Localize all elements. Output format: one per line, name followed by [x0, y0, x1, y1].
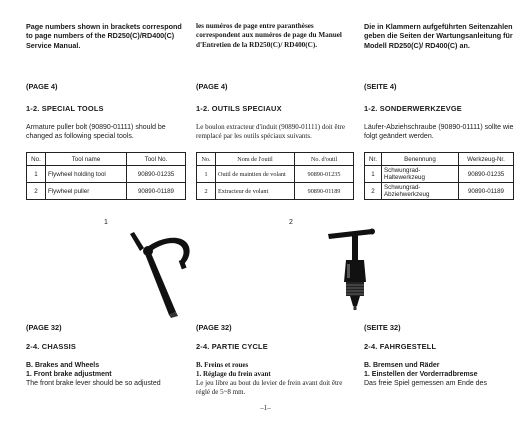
section-title: 2-4. PARTIE CYCLE [196, 342, 268, 351]
page-ref: (PAGE 4) [196, 82, 228, 91]
table-cell: 90890-01189 [459, 183, 514, 200]
table-header-cell: Tool No. [127, 153, 186, 166]
page-ref: (PAGE 32) [196, 323, 232, 332]
section-title: 2-4. FAHRGESTELL [364, 342, 437, 351]
table-cell: Extracteur de volant [216, 183, 295, 200]
table-header-row [197, 153, 354, 166]
subsection-heading: B. Brakes and Wheels [26, 362, 100, 369]
body-text: Das freie Spiel gemessen am Ende des [364, 380, 487, 387]
table-header-cell: Nr. [365, 153, 382, 166]
table-header-cell: Benennung [382, 153, 459, 166]
table-cell: Schwungrad-Haltewerkzeug [382, 166, 459, 183]
tools-description: Armature puller bolt (90890-01111) should be changed as following special tools. [26, 124, 166, 140]
table-header-cell: Werkzeug-Nr. [459, 153, 514, 166]
table-row [197, 183, 354, 200]
table-cell: 2 [197, 183, 216, 200]
table-cell: 90890-01189 [295, 183, 354, 200]
subsection-heading: 1. Réglage du frein avant [196, 370, 271, 378]
table-row [365, 183, 514, 200]
table-cell: Schwungrad-Abziehwerkzeug [382, 183, 459, 200]
table-header-cell: No. [197, 153, 216, 166]
table-cell: 90890-01235 [459, 166, 514, 183]
special-tools-table [364, 152, 514, 200]
page-ref: (SEITE 4) [364, 82, 397, 91]
section-title: 1-2. SPECIAL TOOLS [26, 104, 104, 113]
intro-text: Die in Klammern aufgeführten Seitenzahlen geben die Seiten der Wartungsanleitung für Modell RD250(C)/ RD400(C) an. [364, 22, 513, 50]
page-ref: (PAGE 32) [26, 323, 62, 332]
table-cell: 2 [27, 183, 46, 200]
table-cell: 1 [27, 166, 46, 183]
table-header-row [27, 153, 186, 166]
subsection-heading: 1. Front brake adjustment [26, 371, 112, 378]
table-cell: Flywheel holding tool [46, 166, 127, 183]
flywheel-puller-icon [326, 226, 396, 322]
page-number: –1– [260, 404, 271, 412]
table-row [27, 166, 186, 183]
table-cell: 2 [365, 183, 382, 200]
subsection-heading: B. Freins et roues [196, 361, 249, 369]
special-tools-table [26, 152, 186, 200]
table-header-cell: Nom de l'outil [216, 153, 295, 166]
table-cell: 90890-01235 [127, 166, 186, 183]
table-header-cell: Tool name [46, 153, 127, 166]
table-row [197, 166, 354, 183]
section-title: 2-4. CHASSIS [26, 342, 77, 351]
table-row [365, 166, 514, 183]
intro-text: les numéros de page entre paranthèses correspondent aux numéros de page du Manuel d'Entretien de la RD250(C)/ RD400(C). [196, 22, 342, 49]
table-row [27, 183, 186, 200]
figure-label: 1 [104, 219, 108, 226]
table-cell: Outil de maintien de volant [216, 166, 295, 183]
table-cell: 1 [197, 166, 216, 183]
intro-text: Page numbers shown in brackets correspond to page numbers of the RD250(C)/RD400(C) Service Manual. [26, 22, 182, 50]
subsection-heading: B. Bremsen und Räder [364, 362, 440, 369]
page-ref: (PAGE 4) [26, 82, 58, 91]
tools-description: Läufer-Abziehschraube (90890-01111) sollte wie folgt geändert werden. [364, 124, 514, 140]
section-title: 1-2. SONDERWERKZEVGE [364, 104, 462, 113]
special-tools-table [196, 152, 354, 200]
figure-label: 2 [289, 219, 293, 226]
tools-description: Le boulon extracteur d'induit (90890-01111) doit être remplacé par les outils spéciaux suivants. [196, 123, 345, 140]
table-header-cell: No. [27, 153, 46, 166]
body-text: Le jeu libre au bout du levier de frein avant doit être réglé de 5~8 mm. [196, 379, 343, 396]
table-cell: 1 [365, 166, 382, 183]
subsection-heading: 1. Einstellen der Vorderradbremse [364, 371, 478, 378]
table-header-cell: No. d'outil [295, 153, 354, 166]
table-cell: Flywheel puller [46, 183, 127, 200]
table-cell: 90890-01189 [127, 183, 186, 200]
section-title: 1-2. OUTILS SPECIAUX [196, 104, 282, 113]
body-text: The front brake lever should be so adjusted [26, 380, 161, 387]
flywheel-holding-tool-icon [112, 226, 206, 318]
page-ref: (SEITE 32) [364, 323, 401, 332]
table-header-row [365, 153, 514, 166]
table-cell: 90890-01235 [295, 166, 354, 183]
